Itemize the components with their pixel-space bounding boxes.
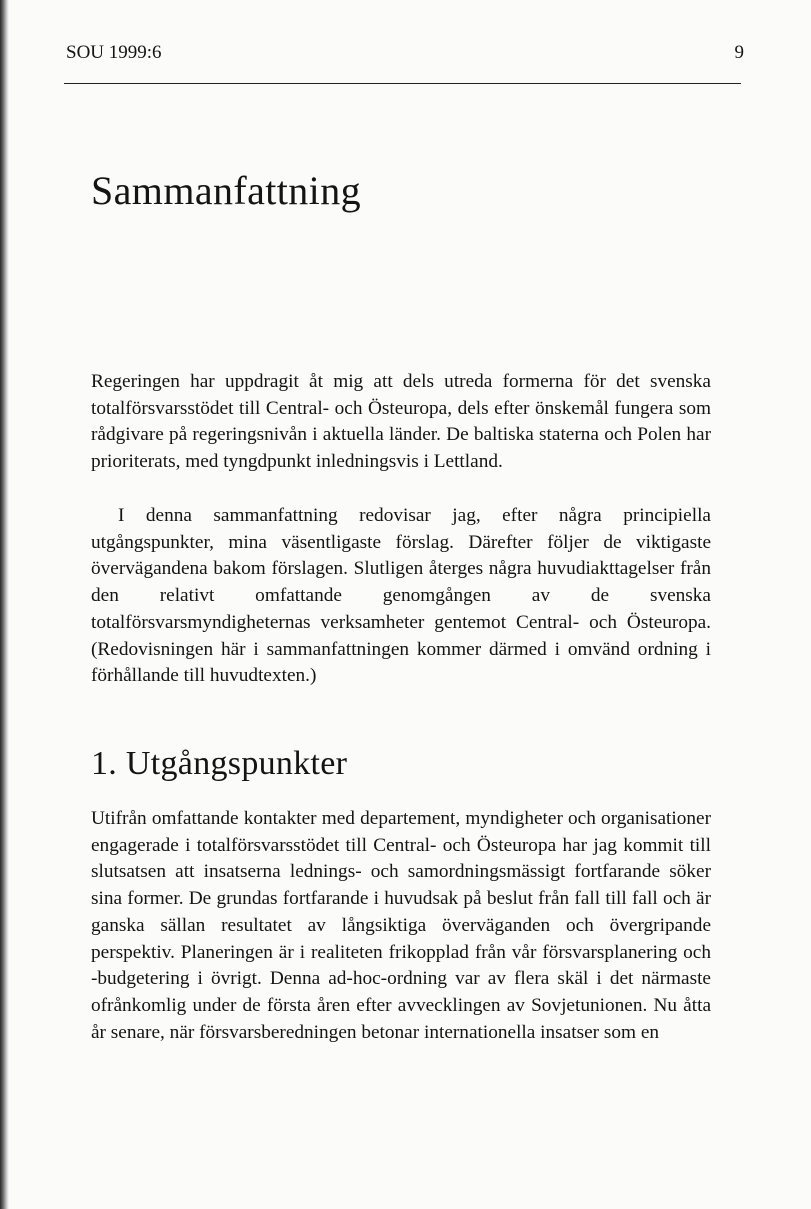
page-header (66, 42, 744, 74)
intro-paragraph-2: I denna sammanfattning redovisar jag, efter några principiella utgångspunkter, mina väsentligaste förslag. Därefter följer de viktigaste övervägandena bakom förslagen. Slutligen återges några huvudiakttagelser från den relativt omfattande genomgången av de svenska totalförsvarsmyndigheternas verksamheter gentemot Central- och Östeuropa. (Redovisningen här i sammanfattningen kommer därmed i omvänd ordning i förhållande till huvudtexten.) (91, 505, 711, 687)
intro-paragraph-1: Regeringen har uppdragit åt mig att dels utreda formerna för det svenska totalförsvarsstödet till Central- och Östeuropa, dels efter önskemål fungera som rådgivare på regeringsnivån i aktuella länder. De baltiska staterna och Polen har prioriterats, med tyngdpunkt inledningsvis i Lettland. (91, 371, 711, 473)
page-number: 9 (734, 42, 744, 63)
page-edge-shadow (0, 0, 9, 1209)
page-title: Sammanfattning (91, 168, 361, 213)
header-rule (64, 83, 741, 84)
document-id: SOU 1999:6 (66, 42, 162, 63)
section-heading: 1. Utgångspunkter (91, 745, 348, 782)
section-paragraph: Utifrån omfattande kontakter med departement, myndigheter och organisationer engagerade i totalförsvarsstödet till Central- och Östeuropa har jag kommit till slutsatsen att insatserna lednings- och samordningsmässigt fortfarande söker sina former. De grundas fortfarande i huvudsak på beslut från fall till fall och är ganska sällan resultatet av långsiktiga överväganden och övergripande perspektiv. Planeringen är i realiteten frikopplad från vår försvarsplanering och -budgetering i övrigt. Denna ad-hoc-ordning var av flera skäl i det närmaste ofrånkomlig under de första åren efter avvecklingen av Sovjetunionen. Nu åtta år senare, när försvarsberedningen betonar internationella insatser som en (91, 808, 711, 1043)
